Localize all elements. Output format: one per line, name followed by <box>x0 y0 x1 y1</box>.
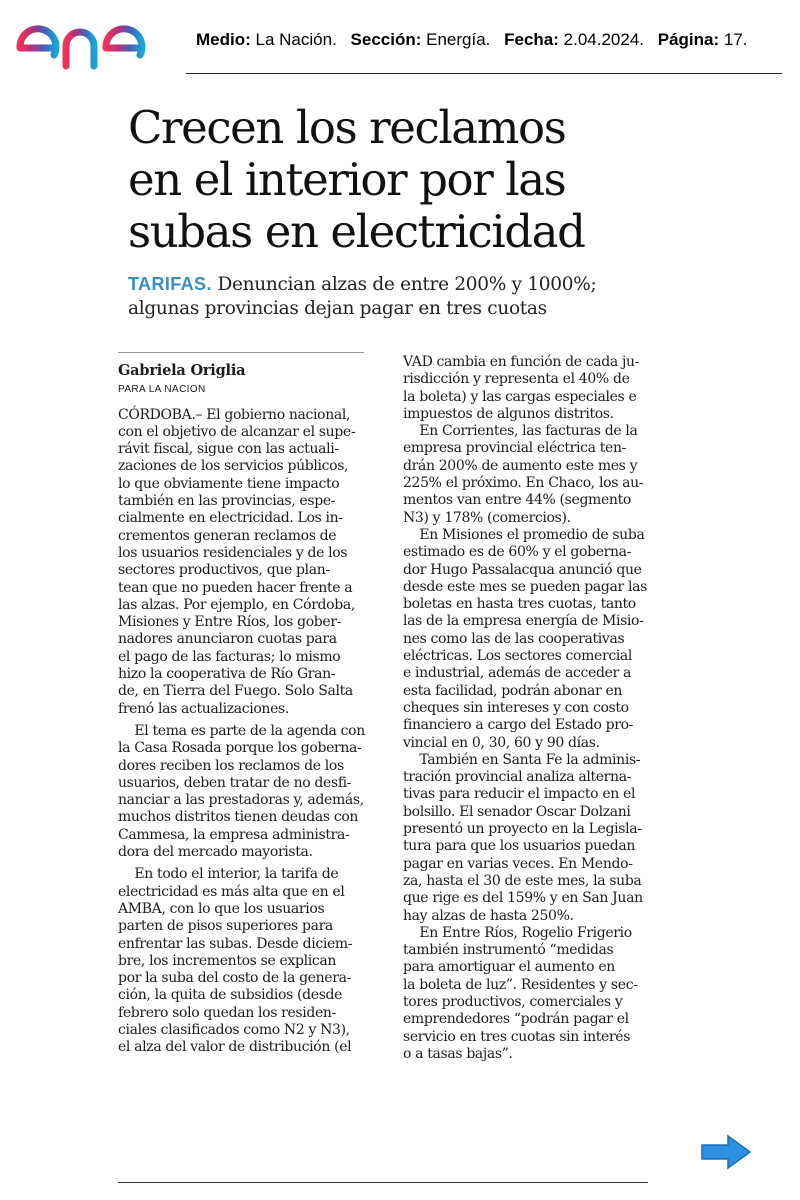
column-line: febrero solo quedan los residen- <box>118 1004 336 1021</box>
column-line: eléctricas. Los sectores comercial <box>403 648 633 665</box>
column-line: estimado es de 60% y el goberna- <box>403 544 632 561</box>
deck-text: Denuncian alzas de entre 200% y 1000%; <box>211 274 597 295</box>
column-line: desde este mes se pueden pagar las <box>403 578 647 595</box>
column-line: za, hasta el 30 de este mes, la suba <box>403 872 642 889</box>
deck-line: algunas provincias dejan pagar en tres cuotas <box>128 298 547 319</box>
column-line: mentos van entre 44% (segmento <box>403 492 631 509</box>
left-column <box>118 362 368 1057</box>
column-line: nanciar a las prestadoras y, además, <box>118 792 364 809</box>
column-line: CÓRDOBA.– El gobierno nacional, <box>118 406 351 423</box>
column-line: las alzas. Por ejemplo, en Córdoba, <box>118 596 355 613</box>
seccion-label: Sección: <box>350 30 422 49</box>
column-line: electricidad es más alta que en el <box>118 883 345 900</box>
author-name: Gabriela Origlia <box>118 362 246 379</box>
column-line: zaciones de los servicios públicos, <box>118 458 349 475</box>
right-column <box>403 354 653 1063</box>
fecha-label: Fecha: <box>504 30 559 49</box>
pagina-value: 17. <box>723 30 748 49</box>
column-line: financiero a cargo del Estado pro- <box>403 717 634 734</box>
column-line: parten de pisos superiores para <box>118 918 333 935</box>
column-line: dora del mercado mayorista. <box>118 844 313 861</box>
seccion-value: Energía. <box>426 30 491 49</box>
pagina-label: Página: <box>657 30 720 49</box>
column-line: hay alzas de hasta 250%. <box>403 907 574 924</box>
column-line: sectores productivos, que plan- <box>118 562 330 579</box>
column-line: frenó las actualizaciones. <box>118 700 289 717</box>
column-line: nadores anunciaron cuotas para <box>118 631 337 648</box>
column-line: bre, los incrementos se explican <box>118 952 336 969</box>
column-line: En todo el interior, la tarifa de <box>118 866 339 883</box>
column-line: 225% el próximo. En Chaco, los au- <box>403 475 644 492</box>
column-line: los usuarios residenciales y de los <box>118 544 348 561</box>
column-line: ciales clasificados como N2 y N3), <box>118 1021 350 1038</box>
column-line: de, en Tierra del Fuego. Solo Salta <box>118 683 353 700</box>
column-line: crementos generan reclamos de <box>118 527 337 544</box>
column-line: N3) y 178% (comercios). <box>403 509 571 526</box>
medio-value: La Nación. <box>255 30 337 49</box>
column-divider-left <box>118 352 364 353</box>
column-line: cialmente en electricidad. Los in- <box>118 510 343 527</box>
column-line: El tema es parte de la agenda con <box>118 722 365 739</box>
column-line: la boleta) y las cargas especiales e <box>403 388 637 405</box>
column-line: VAD cambia en función de cada ju- <box>403 354 640 370</box>
column-line: que rige es del 159% y en San Juan <box>403 890 643 907</box>
column-line: por la suba del costo de la genera- <box>118 970 351 987</box>
column-line: vincial en 0, 30, 60 y 90 días. <box>403 734 600 751</box>
author-outlet: PARA LA NACION <box>118 384 206 396</box>
column-line: servicio en tres cuotas sin interés <box>403 1028 631 1045</box>
column-line: muchos distritos tienen deudas con <box>118 809 359 826</box>
column-line: En Corrientes, las facturas de la <box>403 423 638 440</box>
headline-line: Crecen los reclamos <box>128 101 566 154</box>
column-line: para amortiguar el aumento en <box>403 959 615 976</box>
medio-label: Medio: <box>196 30 251 49</box>
column-line: En Misiones el promedio de suba <box>403 526 645 543</box>
column-line: rávit fiscal, sigue con las actuali- <box>118 441 339 458</box>
column-line: Cammesa, la empresa administra- <box>118 826 350 843</box>
column-line: impuestos de algunos distritos. <box>403 405 614 422</box>
fecha-value: 2.04.2024. <box>563 30 645 49</box>
column-line: también en las provincias, espe- <box>118 493 336 510</box>
column-line: empresa provincial eléctrica ten- <box>403 440 626 457</box>
right-column-body <box>403 354 653 1063</box>
column-line: bolsillo. El senador Oscar Dolzani <box>403 803 631 820</box>
column-line: boletas en hasta tres cuotas, tanto <box>403 596 636 613</box>
column-line: drán 200% de aumento este mes y <box>403 457 638 474</box>
column-line: tración provincial analiza alterna- <box>403 769 632 786</box>
column-line: En Entre Ríos, Rogelio Frigerio <box>403 924 632 941</box>
column-line: ción, la quita de subsidios (desde <box>118 987 343 1004</box>
deck-line <box>128 272 668 297</box>
deck <box>128 272 668 321</box>
column-line: lo que obviamente tiene impacto <box>118 475 340 492</box>
column-line: risdicción y representa el 40% de <box>403 371 630 388</box>
left-column-body <box>118 407 368 1057</box>
column-line: también instrumentó “medidas <box>403 942 614 959</box>
column-line: esta facilidad, podrán abonar en <box>403 682 623 699</box>
column-line: También en Santa Fe la adminis- <box>403 751 641 768</box>
column-line: la boleta de luz”. Residentes y sec- <box>403 976 638 993</box>
column-line: el alza del valor de distribución (el <box>118 1039 352 1056</box>
column-line: tura para que los usuarios puedan <box>403 838 636 855</box>
column-line: usuarios, deben tratar de no desfi- <box>118 774 352 791</box>
column-line: tean que no pueden hacer frente a <box>118 579 353 596</box>
column-line: emprendedores “podrán pagar el <box>403 1011 629 1028</box>
headline <box>128 102 648 258</box>
headline-line: en el interior por las <box>128 153 566 206</box>
column-line: AMBA, con lo que los usuarios <box>118 900 325 917</box>
column-line: tivas para reducir el impacto en el <box>403 786 636 803</box>
column-line: o a tasas bajas”. <box>403 1045 513 1062</box>
column-line: nes como las de las cooperativas <box>403 630 625 647</box>
kicker: TARIFAS. <box>128 274 212 294</box>
column-line: tores productivos, comerciales y <box>403 993 623 1010</box>
column-line: e industrial, además de acceder a <box>403 665 631 682</box>
column-line: el pago de las facturas; lo mismo <box>118 648 341 665</box>
column-line: dor Hugo Passalacqua anunció que <box>403 561 642 578</box>
column-line: dores reciben los reclamos de los <box>118 757 344 774</box>
right-arrow-icon-svg <box>700 1134 752 1170</box>
column-line: cheques sin intereses y con costo <box>403 699 629 716</box>
headline-line: subas en electricidad <box>128 205 585 258</box>
column-line: las de la empresa energía de Misio- <box>403 613 644 630</box>
column-line: la Casa Rosada porque los goberna- <box>118 740 362 757</box>
right-arrow-icon[interactable] <box>700 1134 752 1170</box>
column-line: con el objetivo de alcanzar el supe- <box>118 423 356 440</box>
bottom-divider <box>118 1182 648 1183</box>
column-line: hizo la cooperativa de Río Gran- <box>118 666 336 683</box>
column-line: enfrentar las subas. Desde diciem- <box>118 935 353 952</box>
column-line: Misiones y Entre Ríos, los gober- <box>118 614 342 631</box>
column-line: presentó un proyecto en la Legisla- <box>403 821 642 838</box>
column-line: pagar en varias veces. En Mendo- <box>403 855 633 872</box>
